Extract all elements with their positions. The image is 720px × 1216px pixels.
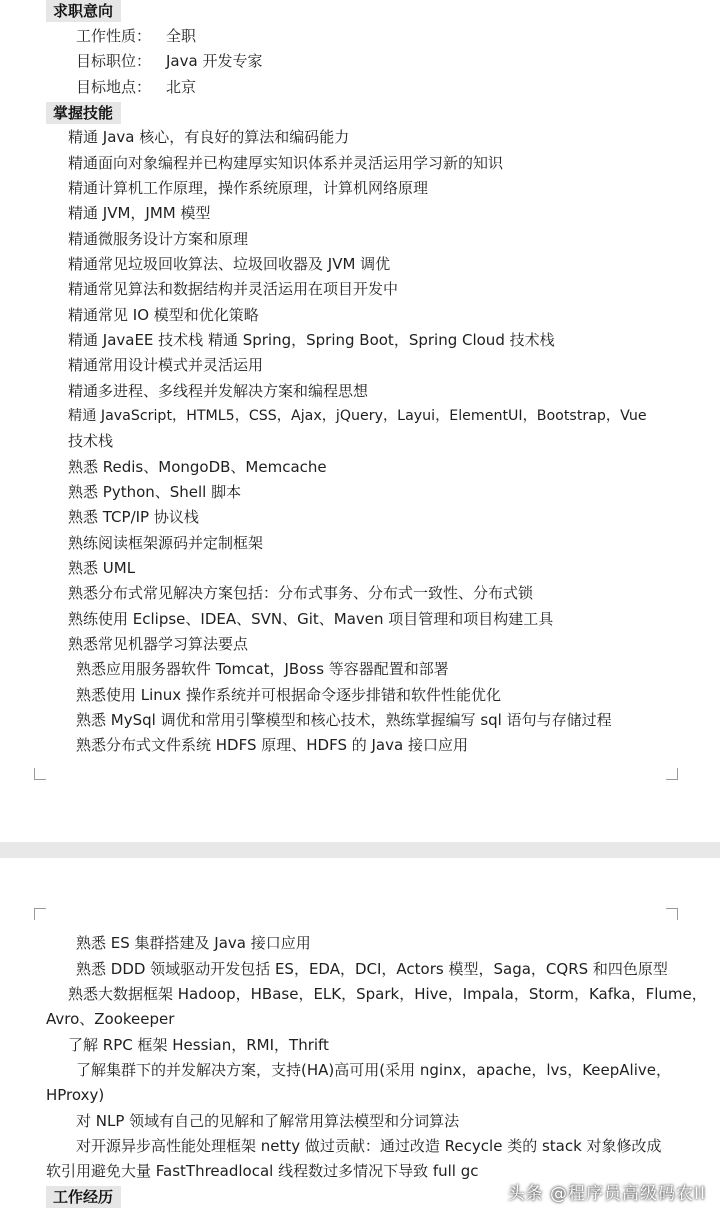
skill-item: 了解集群下的并发解决方案，支持(HA)高可用(采用 nginx，apache，lvs，KeepAlive， [76, 1061, 671, 1079]
page-separator [0, 842, 720, 858]
skill-item: 对开源异步高性能处理框架 netty 做过贡献：通过改造 Recycle 类的 stack 对象修改成 [76, 1137, 662, 1155]
skill-item: 精通常用设计模式并灵活运用 [68, 356, 264, 374]
page-corner-mark [666, 768, 678, 780]
skill-item: 熟悉大数据框架 Hadoop，HBase，ELK，Spark，Hive，Impala，Storm，Kafka，Flume， [68, 985, 707, 1003]
page-corner-mark [34, 908, 46, 920]
job-intent-row: 目标职位： Java 开发专家 [76, 52, 263, 70]
skill-item: 精通计算机工作原理，操作系统原理，计算机网络原理 [68, 179, 429, 197]
skill-item: 熟悉 MySql 调优和常用引擎模型和核心技术，熟练掌握编写 sql 语句与存储过程 [76, 711, 612, 729]
skill-item: 熟悉 ES 集群搭建及 Java 接口应用 [76, 934, 311, 952]
skill-item-continuation: 软引用避免大量 FastThreadlocal 线程数过多情况下导致 full gc [46, 1162, 479, 1180]
skill-item: 精通多进程、多线程并发解决方案和编程思想 [68, 382, 369, 400]
skill-item-continuation: HProxy) [46, 1086, 105, 1104]
section-heading-skills: 掌握技能 [46, 102, 121, 124]
skill-item: 对 NLP 领域有自己的见解和了解常用算法模型和分词算法 [76, 1112, 460, 1130]
watermark-text: 头条 @程序员高级码农II [507, 1184, 706, 1204]
skill-item: 精通常见 IO 模型和优化策略 [68, 306, 259, 324]
skill-item: 精通常见算法和数据结构并灵活运用在项目开发中 [68, 280, 399, 298]
skill-item: 熟悉 Python、Shell 脚本 [68, 483, 242, 501]
skill-item-continuation: Avro、Zookeeper [46, 1010, 175, 1028]
section-heading-work: 工作经历 [46, 1186, 121, 1208]
skill-item: 熟悉 DDD 领域驱动开发包括 ES，EDA，DCI，Actors 模型，Saga，CQRS 和四色原型 [76, 960, 668, 978]
skill-item: 精通微服务设计方案和原理 [68, 230, 249, 248]
skill-item: 熟悉分布式常见解决方案包括：分布式事务、分布式一致性、分布式锁 [68, 584, 534, 602]
skill-item: 熟练阅读框架源码并定制框架 [68, 534, 264, 552]
skill-item: 精通面向对象编程并已构建厚实知识体系并灵活运用学习新的知识 [68, 154, 504, 172]
job-intent-row: 目标地点： 北京 [76, 78, 197, 96]
section-heading-job-intent: 求职意向 [46, 0, 121, 22]
skill-item: 精通 JVM，JMM 模型 [68, 204, 211, 222]
page-corner-mark [666, 908, 678, 920]
skill-item: 精通 Java 核心，有良好的算法和编码能力 [68, 128, 350, 146]
skill-item: 熟悉应用服务器软件 Tomcat，JBoss 等容器配置和部署 [76, 660, 449, 678]
skill-item: 精通常见垃圾回收算法、垃圾回收器及 JVM 调优 [68, 255, 391, 273]
skill-item: 精通 JavaScript，HTML5，CSS，Ajax，jQuery，Layui，ElementUI，Bootstrap，Vue [68, 408, 647, 424]
skill-item: 精通 JavaEE 技术栈 精通 Spring，Spring Boot，Spring Cloud 技术栈 [68, 331, 555, 349]
job-intent-row: 工作性质： 全职 [76, 27, 197, 45]
skill-item: 熟悉 UML [68, 559, 136, 577]
skill-item: 熟悉常见机器学习算法要点 [68, 635, 249, 653]
skill-item-continuation: 技术栈 [68, 432, 114, 450]
skill-item: 熟悉 TCP/IP 协议栈 [68, 508, 199, 526]
skill-item: 熟悉使用 Linux 操作系统并可根据命令逐步排错和软件性能优化 [76, 686, 501, 704]
skill-item: 熟悉 Redis、MongoDB、Memcache [68, 458, 327, 476]
skill-item: 了解 RPC 框架 Hessian，RMI，Thrift [68, 1036, 329, 1054]
page-corner-mark [34, 768, 46, 780]
skill-item: 熟练使用 Eclipse、IDEA、SVN、Git、Maven 项目管理和项目构建工具 [68, 610, 554, 628]
skill-item: 熟悉分布式文件系统 HDFS 原理、HDFS 的 Java 接口应用 [76, 736, 468, 754]
